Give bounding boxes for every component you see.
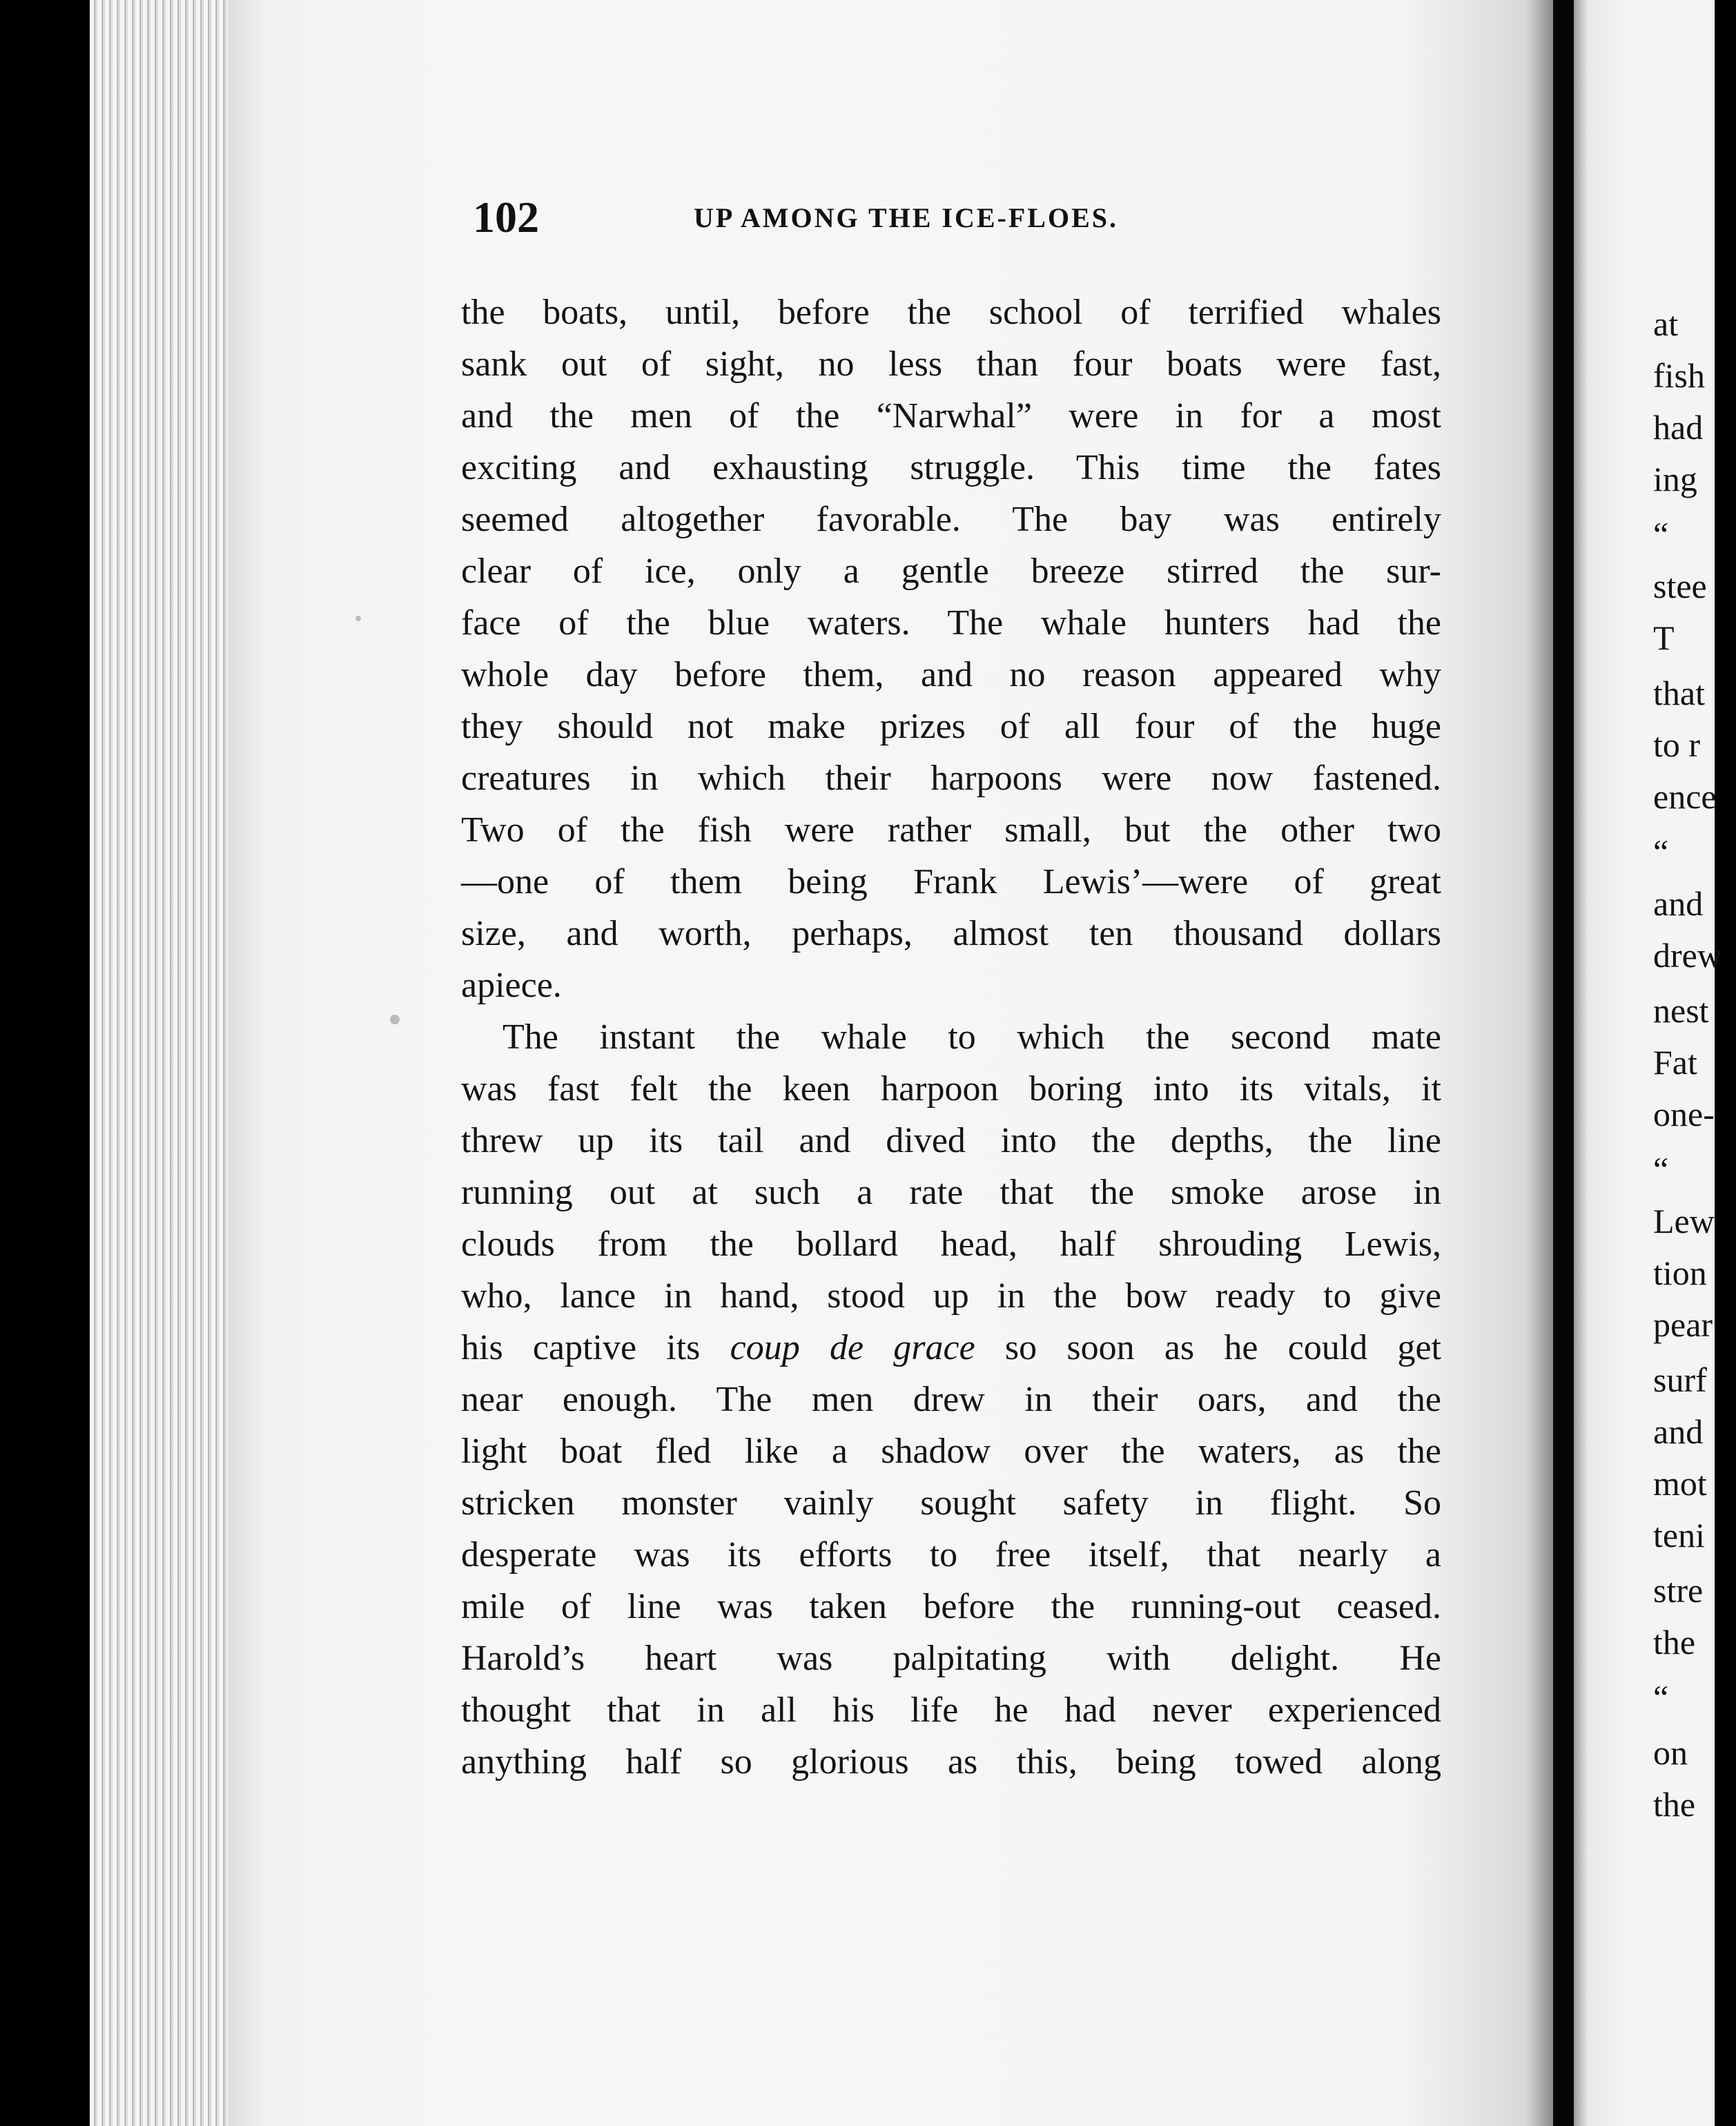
- page-number: 102: [473, 193, 539, 242]
- facing-page-fragment: mot: [1653, 1464, 1707, 1503]
- facing-page-fragment: ing: [1653, 460, 1697, 498]
- text-line: Harold’s heart was palpitating with delight. He: [461, 1639, 1441, 1678]
- facing-page-fragment: stre: [1653, 1571, 1704, 1610]
- facing-page-fragment: pear: [1653, 1305, 1713, 1344]
- body-text: [461, 286, 1441, 1788]
- facing-page-fragment: stee: [1653, 567, 1707, 605]
- text-line: seemed altogether favorable. The bay was entirely: [461, 500, 1441, 539]
- facing-page-fragment: surf: [1653, 1361, 1707, 1399]
- text-line: the boats, until, before the school of terrified whales: [461, 293, 1441, 332]
- facing-page-fragment: Fat: [1653, 1043, 1697, 1082]
- facing-page-fragment: T: [1653, 618, 1675, 657]
- text-line: threw up its tail and dived into the depths, the line: [461, 1121, 1441, 1160]
- text-line: stricken monster vainly sought safety in flight. So: [461, 1483, 1441, 1523]
- text-line: who, lance in hand, stood up in the bow ready to give: [461, 1276, 1441, 1316]
- scan-speck: [390, 1015, 400, 1024]
- page-header: [473, 192, 1405, 247]
- facing-page-fragment: “: [1653, 1150, 1669, 1189]
- facing-page-fragment: ence: [1653, 777, 1717, 816]
- text-line: size, and worth, perhaps, almost ten thousand dollars: [461, 914, 1441, 953]
- facing-page-fragment: had: [1653, 408, 1704, 447]
- text-line: near enough. The men drew in their oars, and the: [461, 1380, 1441, 1419]
- text-line: and the men of the “Narwhal” were in for a most: [461, 396, 1441, 436]
- text-line: clear of ice, only a gentle breeze stirred the sur-: [461, 552, 1441, 591]
- text-line: [461, 1322, 1441, 1374]
- text-segment: his captive its: [461, 1328, 730, 1367]
- text-line: apiece.: [461, 966, 562, 1005]
- text-line: sank out of sight, no less than four boats were fast,: [461, 344, 1441, 384]
- facing-page-fragment: drew: [1653, 936, 1722, 975]
- text-line: light boat fled like a shadow over the waters, as the: [461, 1432, 1441, 1471]
- facing-page-fragment: and: [1653, 884, 1704, 923]
- facing-page-fragment: “: [1653, 515, 1669, 554]
- text-line: The instant the whale to which the second mate: [503, 1017, 1441, 1057]
- text-line: creatures in which their harpoons were now fastened.: [461, 759, 1441, 798]
- text-line: clouds from the bollard head, half shrouding Lewis,: [461, 1225, 1441, 1264]
- text-line: Two of the fish were rather small, but the other two: [461, 810, 1441, 850]
- text-line: whole day before them, and no reason appeared why: [461, 655, 1441, 694]
- facing-page-fragment: to r: [1653, 725, 1701, 764]
- text-line: thought that in all his life he had never experienced: [461, 1690, 1441, 1730]
- text-line: anything half so glorious as this, being towed along: [461, 1742, 1441, 1782]
- text-line: they should not make prizes of all four of the huge: [461, 707, 1441, 746]
- scan-speck: [355, 616, 361, 621]
- running-head: UP AMONG THE ICE-FLOES.: [694, 202, 1119, 233]
- text-segment: so soon as he could get: [975, 1328, 1442, 1367]
- facing-page-fragment: nest: [1653, 991, 1709, 1030]
- italic-phrase: coup de grace: [730, 1328, 975, 1367]
- facing-page-fragment: Lew: [1653, 1202, 1715, 1240]
- facing-page-fragment: one-: [1653, 1095, 1715, 1133]
- text-line: —one of them being Frank Lewis’—were of great: [461, 862, 1441, 901]
- text-line: mile of line was taken before the running-out ceased.: [461, 1587, 1441, 1626]
- facing-page-fragment: teni: [1653, 1516, 1705, 1554]
- facing-page-fragment: at: [1653, 304, 1679, 343]
- facing-page-fragment: that: [1653, 674, 1705, 712]
- book-gutter: [1553, 0, 1574, 2126]
- text-line: running out at such a rate that the smoke arose in: [461, 1173, 1441, 1212]
- facing-page-fragment: the: [1653, 1623, 1696, 1661]
- facing-page-fragment: the: [1653, 1785, 1696, 1824]
- facing-page-fragment: on: [1653, 1733, 1688, 1772]
- text-line: was fast felt the keen harpoon boring into its vitals, it: [461, 1069, 1441, 1109]
- text-line: desperate was its efforts to free itself, that nearly a: [461, 1535, 1441, 1574]
- facing-page-fragment: tion: [1653, 1254, 1707, 1292]
- facing-page-fragment: fish: [1653, 356, 1705, 395]
- facing-page-fragment: and: [1653, 1412, 1704, 1451]
- facing-page-fragment: “: [1653, 832, 1669, 871]
- text-line: face of the blue waters. The whale hunters had the: [461, 603, 1441, 643]
- text-line: exciting and exhausting struggle. This time the fates: [461, 448, 1441, 487]
- facing-page-fragment: “: [1653, 1678, 1669, 1717]
